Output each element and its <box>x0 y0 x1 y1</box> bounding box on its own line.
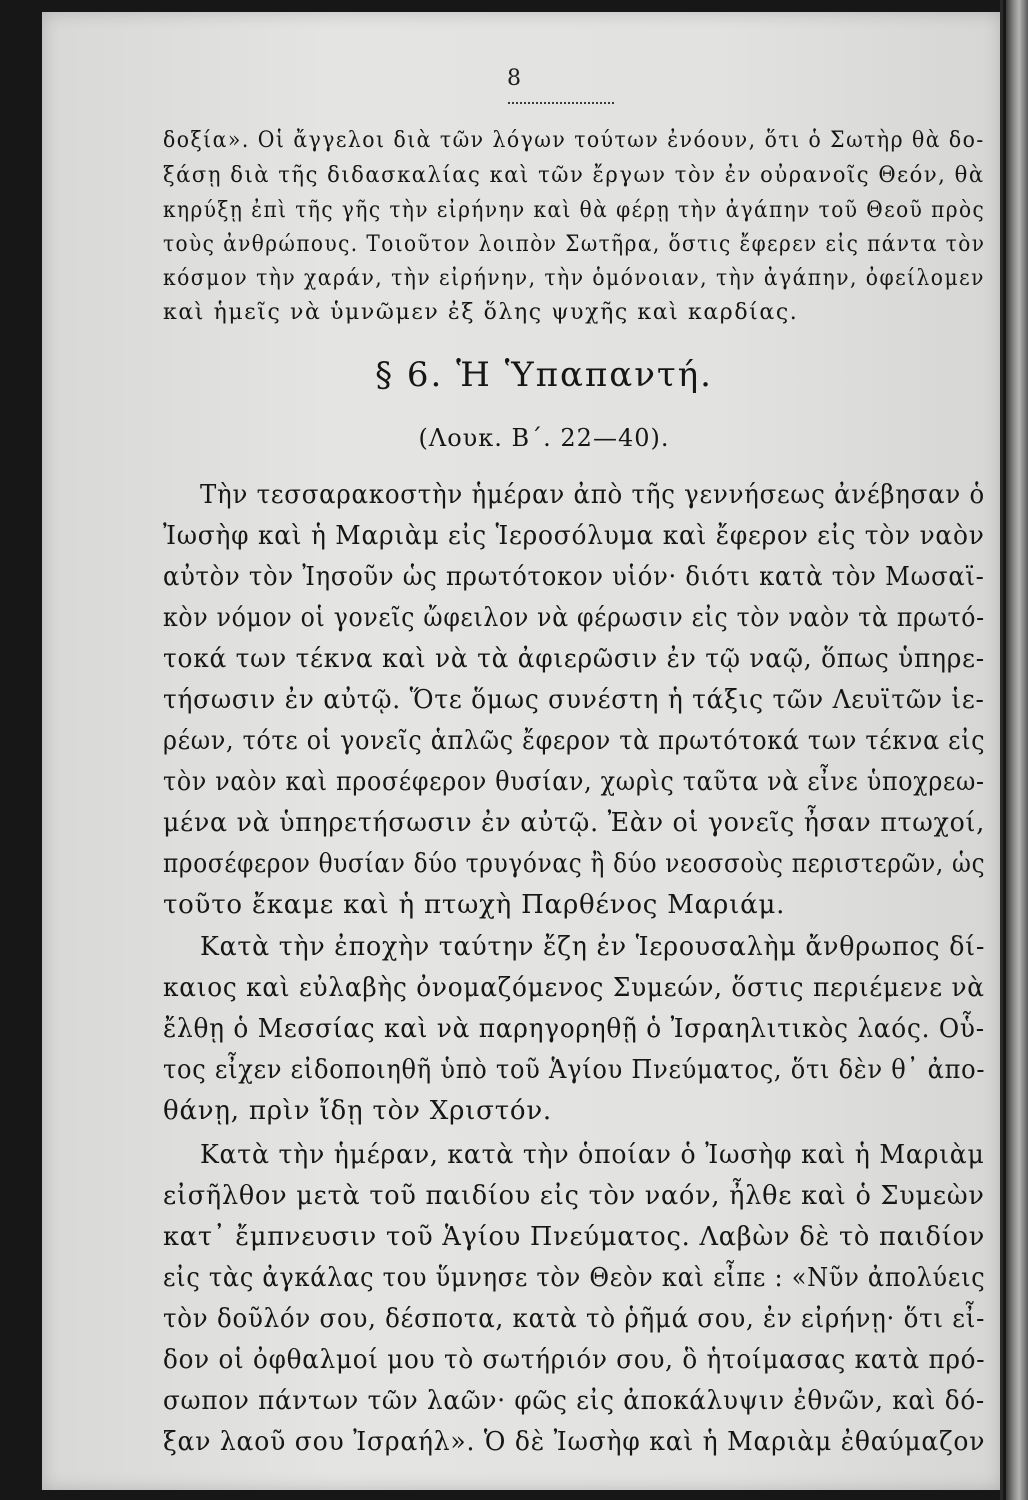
text-line: τοὺς ἀνθρώπους. Τοιοῦτον λοιπὸν Σωτῆρα, ὅστις ἔφερεν εἰς πάντα τὸν <box>163 232 986 257</box>
text-line: ξάσῃ διὰ τῆς διδασκαλίας καὶ τῶν ἔργων τὸν ἐν οὐρανοῖς Θεόν, θὰ <box>163 163 985 188</box>
text-line: κατ᾽ ἔμπνευσιν τοῦ Ἁγίου Πνεύματος. Λαβὼν δὲ τὸ παιδίον <box>163 1222 986 1252</box>
text-line: τοῦτο ἔκαμε καὶ ἡ πτωχὴ Παρθένος Μαριάμ. <box>163 890 786 920</box>
section-heading: § 6. Ἡ Ὑπαπαντή. <box>375 355 713 395</box>
page-number: 8 <box>507 66 521 91</box>
text-line: δοξία». Οἱ ἄγγελοι διὰ τῶν λόγων τούτων ἐνόουν, ὅτι ὁ Σωτὴρ θὰ δο- <box>163 128 985 153</box>
text-line: σωπον πάντων τῶν λαῶν· φῶς εἰς ἀποκάλυψιν ἐθνῶν, καὶ δό- <box>163 1386 985 1416</box>
text-line: Κατὰ τὴν ἡμέραν, κατὰ τὴν ὁποίαν ὁ Ἰωσὴφ καὶ ἡ Μαριὰμ <box>200 1140 985 1170</box>
book-edge-strip <box>1006 0 1028 1500</box>
text-line: Κατὰ τὴν ἐποχὴν ταύτην ἔζη ἐν Ἱερουσαλὴμ ἄνθρωπος δί- <box>200 932 986 962</box>
text-line: καὶ ἡμεῖς νὰ ὑμνῶμεν ἐξ ὅλης ψυχῆς καὶ καρδίας. <box>163 300 799 325</box>
text-line: κόσμον τὴν χαράν, τὴν εἰρήνην, τὴν ὁμόνοιαν, τὴν ἀγάπην, ὀφείλομεν <box>163 266 985 291</box>
text-line: κὸν νόμον οἱ γονεῖς ὤφειλον νὰ φέρωσιν εἰς τὸν ναὸν τὰ πρωτό- <box>163 603 985 633</box>
text-line: ξαν λαοῦ σου Ἰσραήλ». Ὁ δὲ Ἰωσὴφ καὶ ἡ Μαριὰμ ἐθαύμαζον <box>163 1427 986 1457</box>
scripture-reference: (Λουκ. Β΄. 22—40). <box>418 424 670 452</box>
text-line: προσέφερον θυσίαν δύο τρυγόνας ἢ δύο νεοσσοὺς περιστερῶν, ὡς <box>163 849 986 879</box>
text-line: ἔλθῃ ὁ Μεσσίας καὶ νὰ παρηγορηθῇ ὁ Ἰσραηλιτικὸς λαός. Οὗ- <box>163 1014 985 1044</box>
text-line: εἰς τὰς ἀγκάλας του ὕμνησε τὸν Θεὸν καὶ εἶπε : «Νῦν ἀπολύεις <box>163 1263 986 1293</box>
text-line: Τὴν τεσσαρακοστὴν ἡμέραν ἀπὸ τῆς γεννήσεως ἀνέβησαν ὁ <box>200 480 985 510</box>
text-line: τὸν ναὸν καὶ προσέφερον θυσίαν, χωρὶς ταῦτα νὰ εἶνε ὑποχρεω- <box>163 767 985 797</box>
text-line: αὐτὸν τὸν Ἰησοῦν ὡς πρωτότοκον υἱόν· διότι κατὰ τὸν Μωσαϊ- <box>163 562 985 592</box>
text-line: εἰσῆλθον μετὰ τοῦ παιδίου εἰς τὸν ναόν, ἦλθε καὶ ὁ Συμεὼν <box>163 1181 985 1211</box>
text-line: ρέων, τότε οἱ γονεῖς ἁπλῶς ἔφερον τὰ πρωτότοκά των τέκνα εἰς <box>163 726 986 756</box>
text-line: τοκά των τέκνα καὶ νὰ τὰ ἀφιερῶσιν ἐν τῷ ναῷ, ὅπως ὑπηρε- <box>163 644 985 674</box>
text-line: θάνῃ, πρὶν ἴδῃ τὸν Χριστόν. <box>163 1096 553 1126</box>
text-line: δον οἱ ὀφθαλμοί μου τὸ σωτήριόν σου, ὃ ἡτοίμασας κατὰ πρό- <box>163 1345 986 1375</box>
text-line: καιος καὶ εὐλαβὴς ὀνομαζόμενος Συμεών, ὅστις περιέμενε νὰ <box>163 973 985 1003</box>
text-line: τὸν δοῦλόν σου, δέσποτα, κατὰ τὸ ῥῆμά σου, ἐν εἰρήνῃ· ὅτι εἶ- <box>163 1304 986 1334</box>
page-edge-line <box>1000 0 1003 1500</box>
text-line: κηρύξῃ ἐπὶ τῆς γῆς τὴν εἰρήνην καὶ θὰ φέρῃ τὴν ἀγάπην τοῦ Θεοῦ πρὸς <box>163 198 986 223</box>
text-line: Ἰωσὴφ καὶ ἡ Μαριὰμ εἰς Ἱεροσόλυμα καὶ ἔφερον εἰς τὸν ναὸν <box>163 521 985 551</box>
page-number-rule <box>508 102 614 104</box>
text-line: τος εἶχεν εἰδοποιηθῆ ὑπὸ τοῦ Ἁγίου Πνεύματος, ὅτι δὲν θ᾽ ἀπο- <box>163 1055 986 1085</box>
text-line: μένα νὰ ὑπηρετήσωσιν ἐν αὐτῷ. Ἐὰν οἱ γονεῖς ἦσαν πτωχοί, <box>163 808 985 838</box>
text-line: τήσωσιν ἐν αὐτῷ. Ὅτε ὅμως συνέστη ἡ τάξις τῶν Λευϊτῶν ἱε- <box>163 685 985 715</box>
